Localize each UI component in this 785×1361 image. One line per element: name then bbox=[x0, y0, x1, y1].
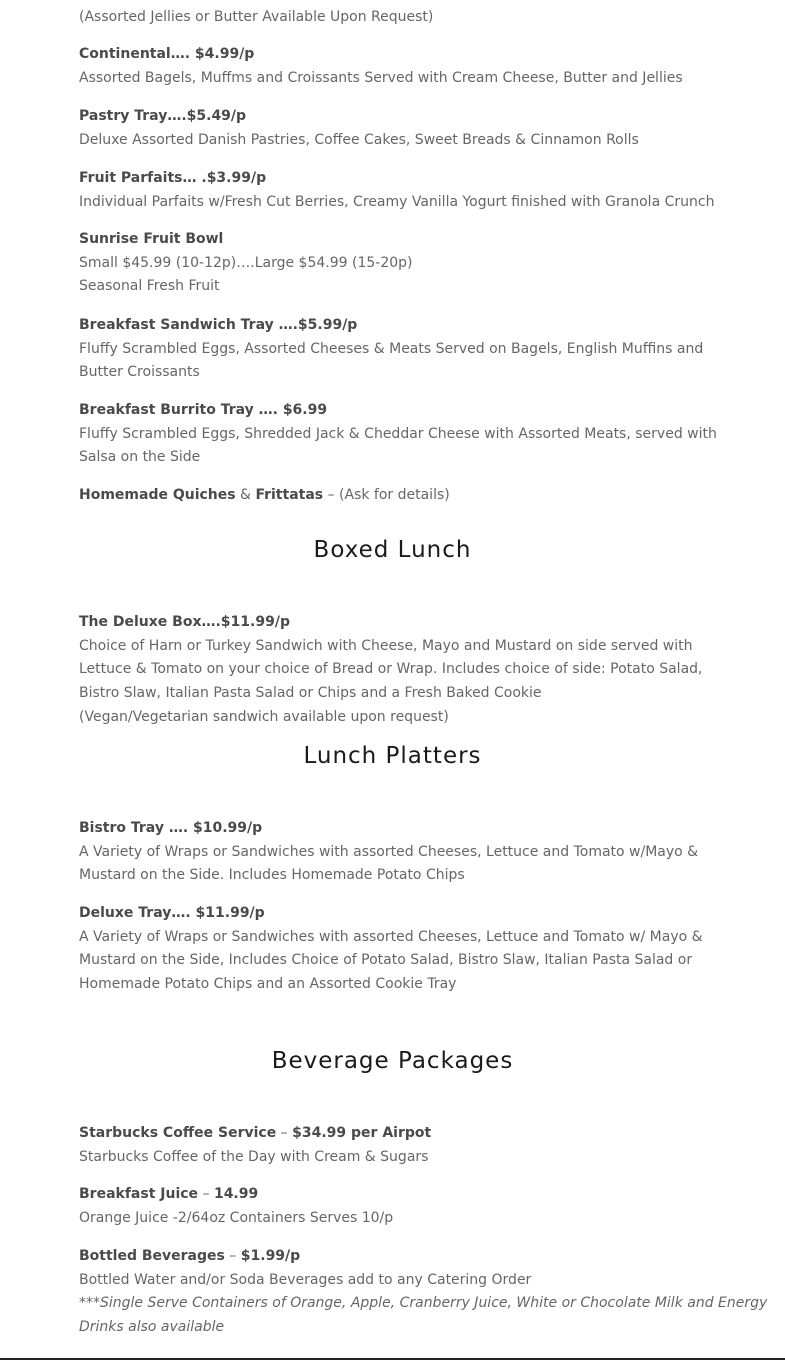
item-desc: Bottled Water and/or Soda Beverages add to any Catering Order bbox=[79, 1271, 532, 1288]
item-title: Breakfast Burrito Tray …. $6.99 bbox=[79, 402, 328, 418]
title-sep: – bbox=[198, 1186, 214, 1202]
menu-item-bottled-beverages bbox=[79, 1245, 768, 1340]
item-desc: (Vegan/Vegetarian sandwich available upon request) bbox=[79, 708, 449, 725]
menu-item-bistro-tray bbox=[79, 817, 704, 888]
item-desc: Bistro Slaw, Italian Pasta Salad or Chips and a Fresh Baked Cookie bbox=[79, 685, 542, 702]
item-desc: Seasonal Fresh Fruit bbox=[79, 278, 220, 295]
title-sep: – bbox=[276, 1125, 293, 1141]
section-heading-boxed-lunch: Boxed Lunch bbox=[313, 537, 472, 563]
item-title: The Deluxe Box….$11.99/p bbox=[79, 614, 290, 630]
section-heading-lunch-platters: Lunch Platters bbox=[303, 743, 482, 769]
item-title: Breakfast Sandwich Tray ….$5.99/p bbox=[79, 317, 358, 333]
beverage-note: ***Single Serve Containers of Orange, Apple, Cranberry Juice, White or Chocolate Milk and Energy bbox=[79, 1295, 768, 1312]
item-desc: Fluffy Scrambled Eggs, Shredded Jack & Cheddar Cheese with Assorted Meats, served with bbox=[79, 425, 717, 442]
top-fragment: (Assorted Jellies or Butter Available Upon Request) bbox=[79, 9, 434, 25]
menu-item-breakfast-juice bbox=[79, 1183, 704, 1230]
item-title: Sunrise Fruit Bowl bbox=[79, 231, 224, 247]
menu-item-starbucks-coffee bbox=[79, 1122, 704, 1169]
item-desc: Mustard on the Side, Includes Choice of Potato Salad, Bistro Slaw, Italian Pasta Salad or bbox=[79, 952, 693, 969]
menu-item-deluxe-tray bbox=[79, 902, 704, 997]
bottom-divider bbox=[0, 1358, 785, 1360]
item-title: Fruit Parfaits… .$3.99/p bbox=[79, 170, 267, 186]
menu-item-pastry-tray bbox=[79, 105, 704, 152]
item-desc: Lettuce & Tomato on your choice of Bread or Wrap. Includes choice of side: Potato Salad, bbox=[79, 661, 703, 678]
menu-item-continental bbox=[79, 43, 704, 90]
title-sep: – bbox=[224, 1248, 241, 1264]
item-title: Continental…. $4.99/p bbox=[79, 46, 255, 62]
menu-item-sunrise-fruit-bowl bbox=[79, 228, 704, 299]
item-desc: A Variety of Wraps or Sandwiches with assorted Cheeses, Lettuce and Tomato w/Mayo & bbox=[79, 843, 699, 860]
item-title: Pastry Tray….$5.49/p bbox=[79, 108, 247, 124]
item-price: 14.99 bbox=[213, 1186, 259, 1202]
menu-item-quiches bbox=[79, 484, 704, 508]
item-desc: Homemade Potato Chips and an Assorted Cookie Tray bbox=[79, 976, 457, 993]
item-title: Frittatas bbox=[255, 487, 324, 503]
menu-item-fruit-parfaits bbox=[79, 167, 715, 214]
item-note: – (Ask for details) bbox=[323, 487, 450, 503]
item-desc: Deluxe Assorted Danish Pastries, Coffee Cakes, Sweet Breads & Cinnamon Rolls bbox=[79, 131, 639, 148]
item-price: $1.99/p bbox=[240, 1248, 301, 1264]
section-heading-beverage-packages: Beverage Packages bbox=[271, 1048, 514, 1074]
item-desc: Individual Parfaits w/Fresh Cut Berries, Creamy Vanilla Yogurt finished with Granola Crunch bbox=[79, 193, 715, 210]
item-desc: Small $45.99 (10-12p)….Large $54.99 (15-20p) bbox=[79, 254, 413, 271]
item-title: Bottled Beverages bbox=[79, 1248, 225, 1264]
item-desc: Butter Croissants bbox=[79, 364, 200, 381]
item-desc: Fluffy Scrambled Eggs, Assorted Cheeses & Meats Served on Bagels, English Muffins and bbox=[79, 340, 704, 357]
item-title: Bistro Tray …. $10.99/p bbox=[79, 820, 263, 836]
item-desc: Choice of Harn or Turkey Sandwich with Cheese, Mayo and Mustard on side served with bbox=[79, 637, 693, 654]
menu-item-breakfast-sandwich-tray bbox=[79, 314, 704, 385]
amp-text: & bbox=[235, 487, 256, 503]
item-desc: A Variety of Wraps or Sandwiches with assorted Cheeses, Lettuce and Tomato w/ Mayo & bbox=[79, 928, 703, 945]
menu-item-deluxe-box bbox=[79, 611, 704, 730]
item-title: Breakfast Juice bbox=[79, 1186, 199, 1202]
item-price: $34.99 per Airpot bbox=[292, 1125, 432, 1141]
item-desc: Orange Juice -2/64oz Containers Serves 10/p bbox=[79, 1209, 394, 1226]
item-desc: Salsa on the Side bbox=[79, 449, 201, 466]
item-desc: Starbucks Coffee of the Day with Cream & Sugars bbox=[79, 1148, 429, 1165]
beverage-note: Drinks also available bbox=[79, 1319, 225, 1336]
item-desc: Mustard on the Side. Includes Homemade Potato Chips bbox=[79, 867, 465, 884]
menu-item-breakfast-burrito-tray bbox=[79, 399, 717, 470]
item-title: Homemade Quiches bbox=[79, 487, 236, 503]
item-title: Starbucks Coffee Service bbox=[79, 1125, 277, 1141]
item-desc: Assorted Bagels, Muffms and Croissants Served with Cream Cheese, Butter and Jellies bbox=[79, 69, 683, 86]
item-title: Deluxe Tray…. $11.99/p bbox=[79, 905, 265, 921]
